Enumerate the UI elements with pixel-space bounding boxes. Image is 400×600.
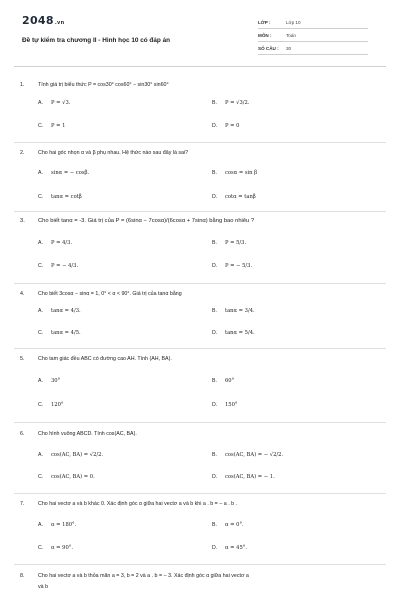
option-text: P = 1 xyxy=(51,123,66,129)
question-number: 8. xyxy=(20,573,25,579)
question-stem xyxy=(20,431,137,437)
option-letter: A. xyxy=(38,378,43,384)
option-a[interactable] xyxy=(38,378,60,384)
option-letter: A. xyxy=(38,100,43,106)
option-a[interactable] xyxy=(38,100,70,106)
option-b[interactable] xyxy=(212,170,257,176)
option-letter: A. xyxy=(38,240,43,246)
option-a[interactable] xyxy=(38,170,89,176)
option-letter: A. xyxy=(38,452,43,458)
option-a[interactable] xyxy=(38,522,76,528)
meta-value: Toán xyxy=(286,32,296,38)
option-text: 150° xyxy=(225,402,238,408)
meta-value: 30 xyxy=(286,45,292,51)
question-divider xyxy=(14,493,386,494)
option-letter: A. xyxy=(38,522,43,528)
meta-row-class xyxy=(258,16,368,29)
logo-number: 2048 xyxy=(22,14,54,27)
question-text: Tính giá trị biểu thức P = cos30° cos60° − sin30° sin60° xyxy=(38,82,169,88)
option-a[interactable] xyxy=(38,240,72,246)
question-number: 5. xyxy=(20,356,25,362)
logo-domain: .vn xyxy=(54,20,65,26)
option-letter: C. xyxy=(38,123,44,129)
question-number: 4. xyxy=(20,291,25,297)
question-text: Cho hình vuông ABCD. Tính cos(AC, BA). xyxy=(38,431,137,437)
option-letter: D. xyxy=(212,474,218,480)
option-text: P = − 4/3. xyxy=(51,263,79,269)
option-c[interactable] xyxy=(38,474,95,480)
question-text-continued: và b xyxy=(38,584,49,590)
option-c[interactable] xyxy=(38,545,73,551)
option-text: tanα = 3/4. xyxy=(225,308,255,314)
question-divider xyxy=(14,211,386,212)
option-a[interactable] xyxy=(38,308,81,314)
question-divider xyxy=(14,348,386,349)
question-number: 1. xyxy=(20,82,25,88)
question-text: Cho hai góc nhọn α và β phụ nhau. Hệ thức nào sau đây là sai? xyxy=(38,150,189,156)
option-text: tanα = 5/4. xyxy=(225,330,255,336)
option-letter: B. xyxy=(212,240,217,246)
option-c[interactable] xyxy=(38,402,64,408)
question-stem xyxy=(20,150,188,156)
option-text: α = 90°. xyxy=(51,545,73,551)
option-letter: D. xyxy=(212,330,218,336)
option-letter: D. xyxy=(212,545,218,551)
option-text: P = − 5/3. xyxy=(225,263,253,269)
question-number: 2. xyxy=(20,150,25,156)
option-letter: B. xyxy=(212,170,217,176)
option-text: cos(AC, BA) = − √2/2. xyxy=(225,452,284,458)
option-a[interactable] xyxy=(38,452,103,458)
option-text: tanα = cotβ xyxy=(51,194,82,200)
option-d[interactable] xyxy=(212,474,275,480)
option-text: tanα = 4/5. xyxy=(51,330,81,336)
question-stem xyxy=(20,573,249,579)
option-text: sinα = − cosβ. xyxy=(51,170,90,176)
option-letter: D. xyxy=(212,402,218,408)
question-stem xyxy=(20,291,182,297)
option-letter: B. xyxy=(212,100,217,106)
meta-key: LỚP : xyxy=(258,19,271,25)
document-header xyxy=(14,8,386,60)
option-letter: B. xyxy=(212,522,217,528)
meta-key: SỐ CÂU : xyxy=(258,45,279,51)
question-divider xyxy=(14,283,386,284)
option-b[interactable] xyxy=(212,522,244,528)
option-c[interactable] xyxy=(38,263,78,269)
question-divider xyxy=(14,422,386,423)
option-d[interactable] xyxy=(212,402,238,408)
question-number: 3. xyxy=(20,218,25,224)
option-letter: B. xyxy=(212,308,217,314)
question-divider xyxy=(14,564,386,565)
option-letter: A. xyxy=(38,170,43,176)
question-number: 6. xyxy=(20,431,25,437)
document-title: Đề tự kiểm tra chương II - Hình học 10 có đáp án xyxy=(22,37,171,44)
option-c[interactable] xyxy=(38,123,65,129)
option-letter: D. xyxy=(212,123,218,129)
question-stem xyxy=(20,501,237,507)
option-text: α = 0°. xyxy=(225,522,244,528)
option-letter: B. xyxy=(212,378,217,384)
meta-key: MÔN : xyxy=(258,32,272,38)
option-d[interactable] xyxy=(212,123,239,129)
option-text: P = 5/3. xyxy=(225,240,247,246)
meta-row-count xyxy=(258,42,368,55)
option-letter: C. xyxy=(38,330,44,336)
option-d[interactable] xyxy=(212,263,252,269)
option-b[interactable] xyxy=(212,100,249,106)
site-logo[interactable] xyxy=(22,14,64,27)
option-text: α = 180°. xyxy=(51,522,77,528)
question-text: Cho tam giác đều ABC có đường cao AH. Tính (AH, BA). xyxy=(38,356,172,362)
meta-row-subject xyxy=(258,29,368,42)
meta-value: Lớp 10 xyxy=(286,19,301,25)
question-stem xyxy=(20,356,172,362)
option-b[interactable] xyxy=(212,452,283,458)
option-letter: B. xyxy=(212,452,217,458)
option-text: cos(AC, BA) = − 1. xyxy=(225,474,275,480)
header-rule xyxy=(14,66,386,67)
question-stem xyxy=(20,82,169,88)
option-b[interactable] xyxy=(212,378,234,384)
question-divider xyxy=(14,142,386,143)
question-text: Cho biết 3cosα − sinα = 1, 0° < α < 90°. Giá trị của tanα bằng xyxy=(38,291,182,297)
option-c[interactable] xyxy=(38,330,81,336)
option-letter: C. xyxy=(38,545,44,551)
option-text: P = 0 xyxy=(225,123,240,129)
question-text: Cho biết tanα = -3. Giá trị của P = (6sinα − 7cosα)/(6cosα + 7sinα) bằng bao nhiêu ? xyxy=(38,218,255,224)
question-text: Cho hai vectơ a và b khác 0. Xác định góc α giữa hai vectơ a và b khi a . b = − a . b . xyxy=(38,501,238,507)
option-text: cosα = sin β xyxy=(225,170,258,176)
option-text: 120° xyxy=(51,402,64,408)
option-d[interactable] xyxy=(212,330,255,336)
option-letter: D. xyxy=(212,194,218,200)
option-text: 30° xyxy=(51,378,61,384)
option-c[interactable] xyxy=(38,194,82,200)
option-letter: A. xyxy=(38,308,43,314)
option-text: cotα = tanβ xyxy=(225,194,256,200)
option-text: P = √3. xyxy=(51,100,71,106)
option-b[interactable] xyxy=(212,240,246,246)
question-number: 7. xyxy=(20,501,25,507)
option-letter: C. xyxy=(38,474,44,480)
meta-table xyxy=(258,16,368,55)
option-letter: C. xyxy=(38,402,44,408)
question-stem xyxy=(20,218,254,224)
option-text: cos(AC, BA) = 0. xyxy=(51,474,95,480)
option-d[interactable] xyxy=(212,194,256,200)
option-text: tanα = 4/3. xyxy=(51,308,81,314)
option-letter: C. xyxy=(38,263,44,269)
option-text: P = 4/3. xyxy=(51,240,73,246)
option-b[interactable] xyxy=(212,308,255,314)
option-d[interactable] xyxy=(212,545,247,551)
option-letter: D. xyxy=(212,263,218,269)
option-text: 60° xyxy=(225,378,235,384)
option-text: α = 45°. xyxy=(225,545,247,551)
option-text: P = √3/2. xyxy=(225,100,250,106)
question-text: Cho hai vectơ a và b thỏa mãn a = 3, b = 2 và a . b = − 3. Xác định góc α giữa hai vectơ a xyxy=(38,573,249,579)
option-text: cos(AC, BA) = √2/2. xyxy=(51,452,104,458)
option-letter: C. xyxy=(38,194,44,200)
